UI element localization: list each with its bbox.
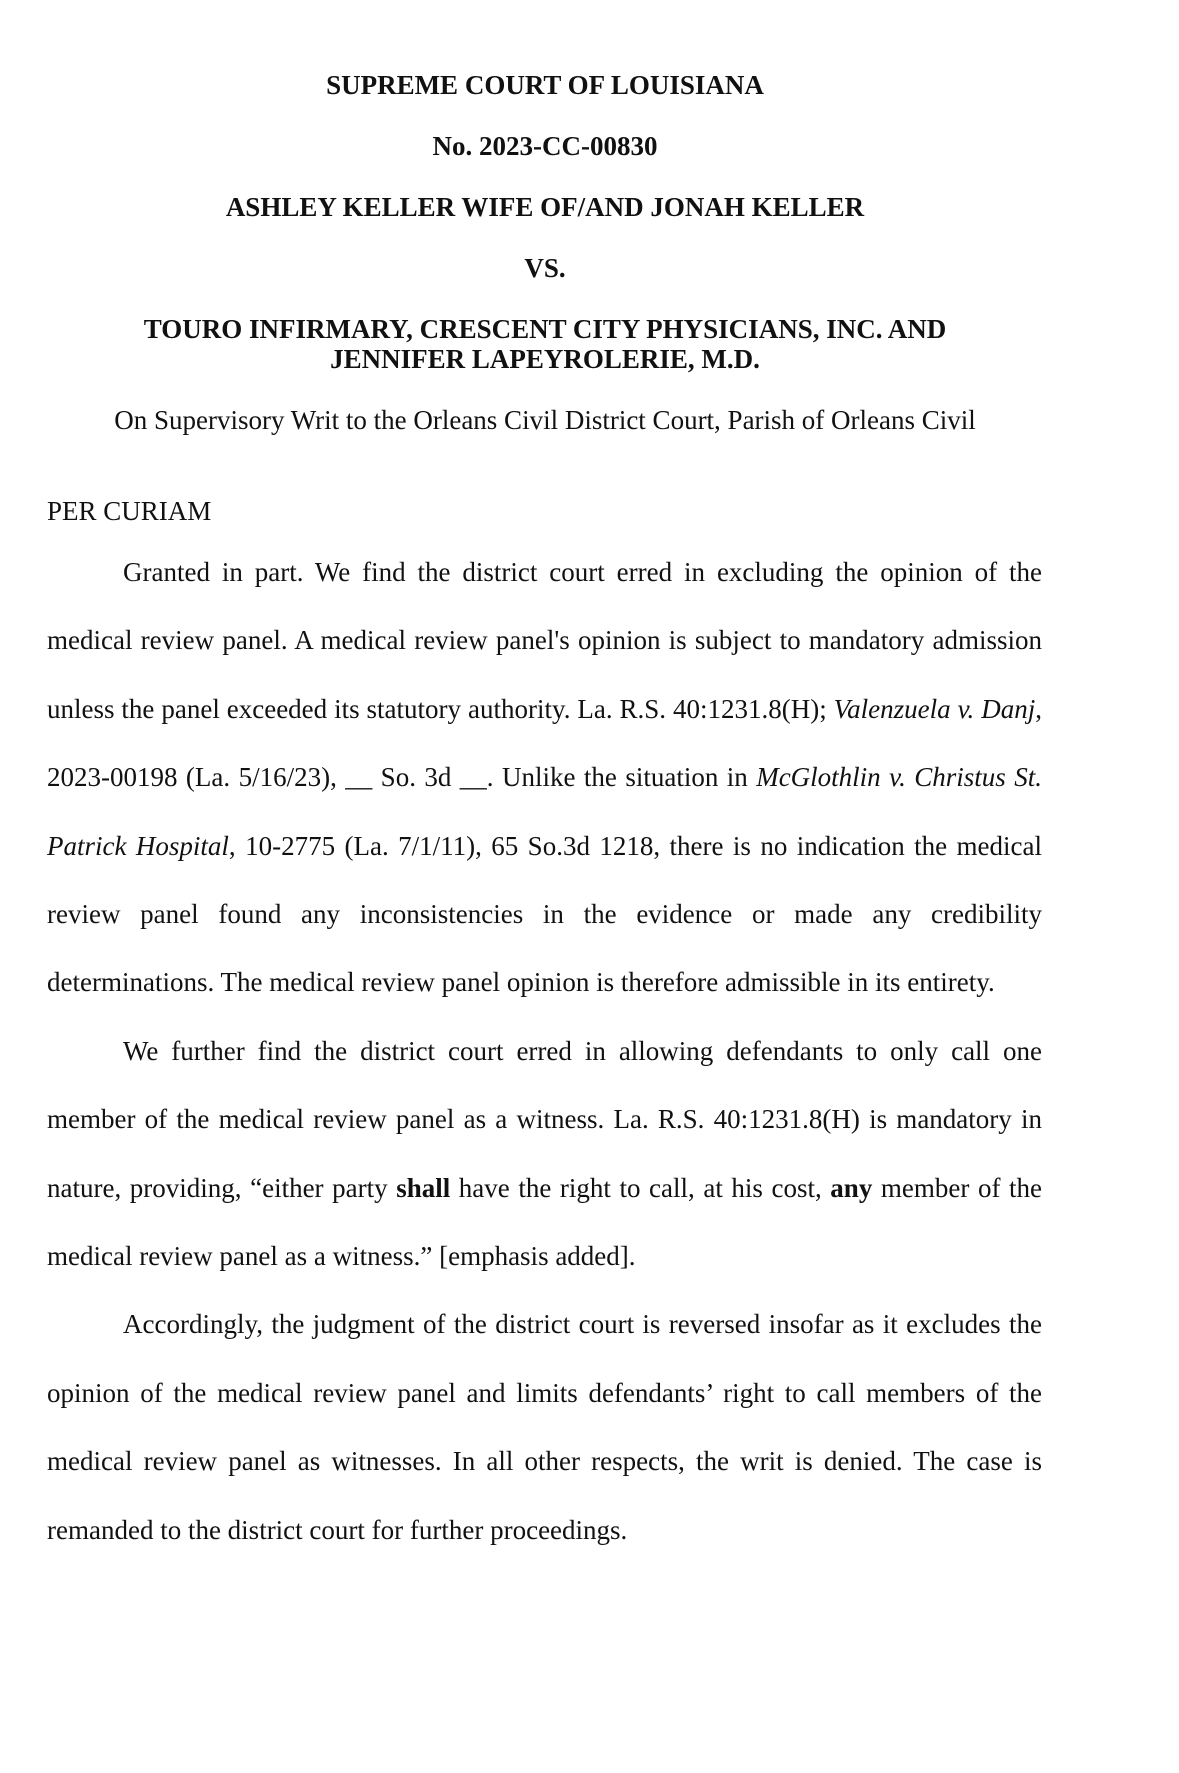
case-citation-valenzuela: Valenzuela v. Danj [833,693,1036,724]
emphasis-shall: shall [396,1172,451,1203]
docket-number: No. 2023-CC-00830 [432,131,658,161]
case-citation-mcglothlin: McGlothlin v. Christus St. Patrick Hospital [47,762,1042,861]
p1-text-1: Granted in part. We find the district court erred in excluding the opinion of the medical review panel. A medical review panel's opinion is subject to mandatory admission unless the panel exceeded its statutory authority. La. R.S. 40:1231.8(H); [47,557,1042,724]
opinion-body [47,538,1042,1564]
p1-text-3: , 10-2775 (La. 7/1/11), 65 So.3d 1218, there is no indication the medical review panel found any inconsistencies in the evidence or made any credibility determinations. The medical review panel opinion is therefore admissible in its entirety. [47,830,1042,998]
p2-text-3: member of the medical review panel as a witness.” [emphasis added]. [47,1172,1042,1272]
opinion-heading: PER CURIAM [47,496,212,526]
court-name: SUPREME COURT OF LOUISIANA [326,70,764,100]
emphasis-any: any [830,1172,873,1203]
writ-description: On Supervisory Writ to the Orleans Civil District Court, Parish of Orleans Civil [114,405,976,435]
paragraph-granted [47,538,1042,1017]
versus-label: VS. [524,253,566,283]
p2-text-1: We further find the district court erred in allowing defendants to only call one member of the medical review panel as a witness. La. R.S. 40:1231.8(H) is mandatory in nature, providing, “either party [47,1035,1042,1203]
defendants-caption-line1: TOURO INFIRMARY, CRESCENT CITY PHYSICIANS, INC. AND [143,314,947,344]
plaintiffs-caption: ASHLEY KELLER WIFE OF/AND JONAH KELLER [225,192,865,222]
defendants-caption-line2: JENNIFER LAPEYROLERIE, M.D. [330,344,760,374]
paragraph-witness [47,1017,1042,1291]
p1-text-2: , 2023-00198 (La. 5/16/23), __ So. 3d __. Unlike the situation in [47,693,1042,793]
paragraph-disposition: Accordingly, the judgment of the district court is reversed insofar as it excludes the opinion of the medical review panel and limits defendants’ right to call members of the medical review panel as witnesses. In all other respects, the writ is denied. The case is remanded to the district court for further proceedings. [47,1309,1042,1545]
p2-text-2: have the right to call, at his cost, [450,1172,831,1203]
